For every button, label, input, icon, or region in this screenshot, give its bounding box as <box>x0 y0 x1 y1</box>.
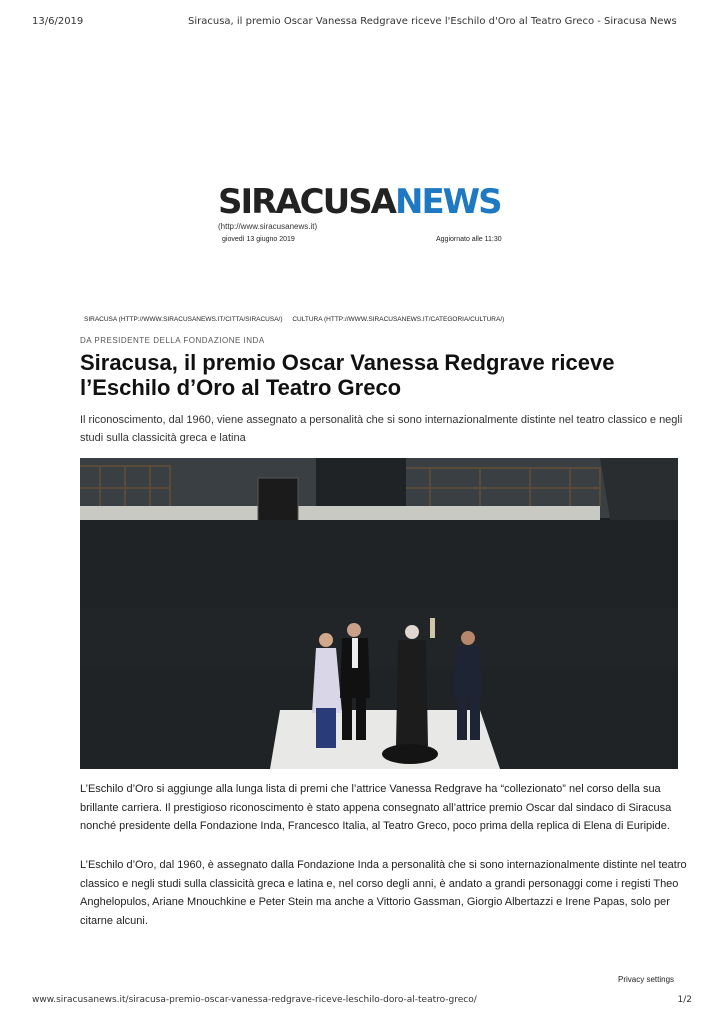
category-siracusa-link[interactable]: SIRACUSA (HTTP://WWW.SIRACUSANEWS.IT/CITTA/SIRACUSA/) <box>84 316 283 323</box>
print-date: 13/6/2019 <box>32 16 84 27</box>
article-paragraph: L’Eschilo d’Oro, dal 1960, è assegnato dalla Fondazione Inda a personalità che si sono internazionalmente distinte nel teatro classico e negli studi sulla classicità greca e latina e, nel corso degli anni, è andato a grandi personaggi come i registi Theo Anghelopulos, Ariane Mnouchkine e Peter Stein ma anche a Vittorio Gassman, Giorgio Albertazzi e Irene Papas, solo per citarne alcuni. <box>80 859 687 927</box>
category-links <box>84 316 512 323</box>
site-logo[interactable] <box>218 182 501 222</box>
article-paragraph: L’Eschilo d’Oro si aggiunge alla lunga lista di premi che l’attrice Vanessa Redgrave ha “collezionato” nel corso della sua brillante carriera. Il prestigioso riconoscimento è stato appena consegnato all’attrice premio Oscar dal sindaco di Siracusa nonché presidente della Fondazione Inda, Francesco Italia, al Teatro Greco, poco prima della replica di Elena di Euripide. <box>80 783 672 832</box>
last-updated: Aggiornato alle 11:30 <box>436 236 502 243</box>
article-kicker: DA PRESIDENTE DELLA FONDAZIONE INDA <box>80 336 265 345</box>
article-photo <box>80 458 678 769</box>
current-date: giovedì 13 giugno 2019 <box>222 236 295 243</box>
privacy-settings-link[interactable]: Privacy settings <box>618 975 675 984</box>
site-url[interactable]: (http://www.siracusanews.it) <box>218 222 318 231</box>
print-page-title: Siracusa, il premio Oscar Vanessa Redgrave riceve l'Eschilo d'Oro al Teatro Greco - Siracusa News <box>188 16 677 27</box>
logo-siracusa: SIRACUSA <box>218 182 395 222</box>
print-url: www.siracusanews.it/siracusa-premio-oscar-vanessa-redgrave-riceve-leschilo-doro-al-teatro-greco/ <box>32 995 477 1005</box>
article-subtitle: Il riconoscimento, dal 1960, viene assegnato a personalità che si sono internazionalmente distinte nel teatro classico e negli studi sulla classicità greca e latina <box>80 414 683 444</box>
page-number: 1/2 <box>677 995 692 1005</box>
article-title: Siracusa, il premio Oscar Vanessa Redgrave riceve l’Eschilo d’Oro al Teatro Greco <box>80 350 615 400</box>
category-cultura-link[interactable]: CULTURA (HTTP://WWW.SIRACUSANEWS.IT/CATEGORIA/CULTURA/) <box>292 316 505 323</box>
logo-news: NEWS <box>395 182 501 222</box>
